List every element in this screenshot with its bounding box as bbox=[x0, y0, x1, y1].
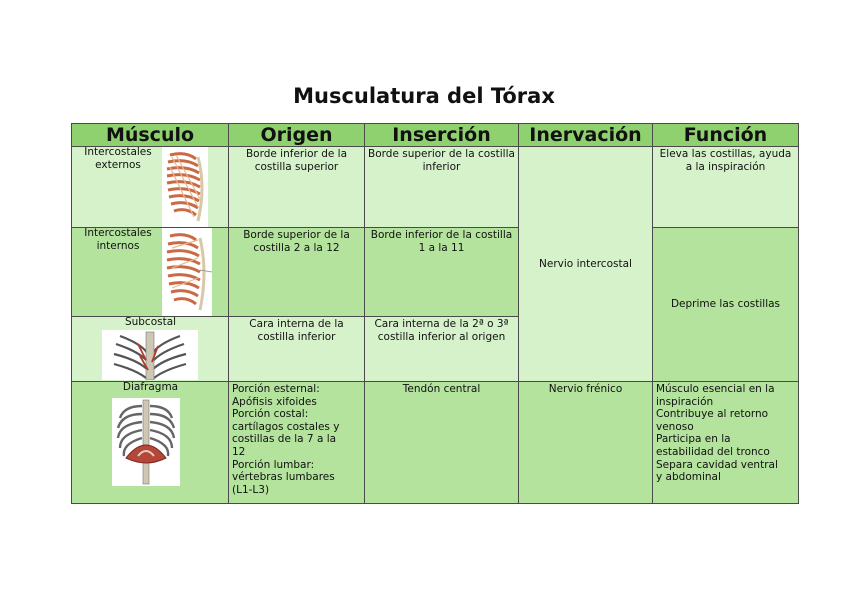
funcion-cell: Eleva las costillas, ayuda a la inspiración bbox=[653, 147, 799, 228]
origen-line: (L1-L3) bbox=[232, 483, 270, 496]
muscle-name: internos bbox=[96, 239, 140, 252]
origen-cell: Borde inferior de la costilla superior bbox=[229, 147, 365, 228]
inervacion-cell: Nervio frénico bbox=[519, 382, 653, 504]
diaphragm-image bbox=[112, 398, 180, 486]
funcion-line: estabilidad del tronco bbox=[656, 445, 770, 458]
header-inervacion: Inervación bbox=[519, 124, 653, 147]
header-origen: Origen bbox=[229, 124, 365, 147]
table-row bbox=[72, 228, 799, 317]
musculo-cell bbox=[72, 228, 229, 317]
table-row bbox=[72, 147, 799, 228]
ribcage-side-internal-image bbox=[162, 228, 212, 316]
musculo-cell bbox=[72, 317, 229, 382]
origen-cell: Cara interna de la costilla inferior bbox=[229, 317, 365, 382]
origen-line: Apófisis xifoides bbox=[232, 395, 317, 408]
origen-line: 12 bbox=[232, 445, 246, 458]
inervacion-cell: Nervio intercostal bbox=[519, 147, 653, 382]
muscle-name: externos bbox=[95, 158, 141, 171]
origen-cell bbox=[229, 382, 365, 504]
header-row bbox=[72, 124, 799, 147]
ribcage-side-external-image bbox=[162, 147, 208, 227]
origen-line: costillas de la 7 a la bbox=[232, 433, 337, 446]
funcion-line: Participa en la bbox=[656, 433, 731, 446]
funcion-line: Músculo esencial en la bbox=[656, 383, 775, 395]
musculo-cell bbox=[72, 382, 229, 504]
funcion-line: Contribuye al retorno bbox=[656, 408, 769, 421]
funcion-line: y abdominal bbox=[656, 471, 721, 484]
musculo-cell bbox=[72, 147, 229, 228]
table-row bbox=[72, 382, 799, 504]
origen-cell: Borde superior de la costilla 2 a la 12 bbox=[229, 228, 365, 317]
funcion-line: Separa cavidad ventral bbox=[656, 458, 778, 471]
funcion-cell bbox=[653, 382, 799, 504]
funcion-cell: Deprime las costillas bbox=[653, 228, 799, 382]
header-insercion: Inserción bbox=[365, 124, 519, 147]
header-funcion: Función bbox=[653, 124, 799, 147]
origen-line: vértebras lumbares bbox=[232, 471, 335, 484]
muscle-name: Subcostal bbox=[124, 316, 177, 328]
page-title: Musculatura del Tórax bbox=[293, 84, 555, 108]
insercion-cell: Tendón central bbox=[365, 382, 519, 504]
insercion-cell: Cara interna de la 2ª o 3ª costilla inferior al origen bbox=[365, 317, 519, 382]
funcion-line: inspiración bbox=[656, 395, 714, 408]
muscle-name: Diafragma bbox=[122, 381, 179, 393]
origen-line: Porción lumbar: bbox=[232, 458, 315, 471]
funcion-line: venoso bbox=[656, 420, 694, 433]
muscle-table bbox=[71, 123, 799, 504]
insercion-cell: Borde superior de la costilla inferior bbox=[365, 147, 519, 228]
muscle-name: Intercostales bbox=[84, 146, 152, 158]
muscle-name: Intercostales bbox=[84, 227, 152, 239]
insercion-cell: Borde inferior de la costilla 1 a la 11 bbox=[365, 228, 519, 317]
subcostal-image bbox=[102, 330, 198, 380]
origen-line: Porción esternal: bbox=[232, 383, 320, 395]
header-musculo: Músculo bbox=[72, 124, 229, 147]
origen-line: Porción costal: bbox=[232, 408, 309, 421]
origen-line: cartílagos costales y bbox=[232, 420, 340, 433]
